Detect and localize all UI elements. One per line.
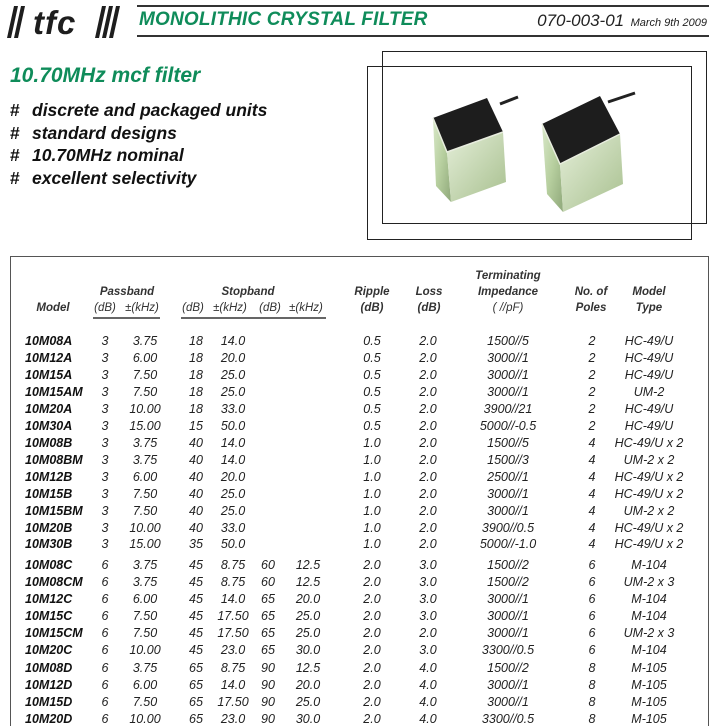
cell-passband-khz: 7.50 xyxy=(132,608,158,623)
feature-item xyxy=(10,122,267,145)
cell-loss: 2.0 xyxy=(419,625,437,640)
cell-model-type: M-104 xyxy=(631,642,667,657)
cell-poles: 2 xyxy=(588,418,596,433)
cell-stopband-db2: 90 xyxy=(261,677,275,692)
cell-passband-khz: 7.50 xyxy=(132,625,158,640)
cell-passband-khz: 7.50 xyxy=(132,503,158,518)
cell-ripple: 0.5 xyxy=(363,384,381,399)
cell-passband-db: 6 xyxy=(101,608,109,623)
cell-stopband-khz1: 23.0 xyxy=(220,711,246,726)
cell-ripple: 2.0 xyxy=(363,574,381,589)
cell-ripple: 0.5 xyxy=(363,334,381,348)
cell-impedance: 3900//0.5 xyxy=(481,520,535,535)
cell-poles: 6 xyxy=(588,558,596,572)
cell-passband-db: 3 xyxy=(101,469,109,484)
col-header-passband-khz: ±(kHz) xyxy=(125,302,159,314)
feature-text: excellent selectivity xyxy=(32,168,197,189)
cell-stopband-db1: 18 xyxy=(189,401,203,416)
cell-model-type: UM-2 x 3 xyxy=(623,625,675,640)
cell-loss: 2.0 xyxy=(419,334,437,348)
cell-loss: 2.0 xyxy=(419,503,437,518)
cell-impedance: 1500//2 xyxy=(487,661,529,675)
cell-model: 10M08CM xyxy=(25,574,83,589)
cell-impedance: 3000//1 xyxy=(487,503,529,518)
cell-stopband-db1: 15 xyxy=(189,418,203,433)
cell-poles: 4 xyxy=(588,436,596,450)
cell-loss: 2.0 xyxy=(419,350,437,365)
cell-model: 10M20B xyxy=(25,520,73,535)
cell-stopband-khz1: 8.75 xyxy=(220,558,246,572)
cell-stopband-khz1: 25.0 xyxy=(220,486,246,501)
cell-poles: 4 xyxy=(588,452,596,467)
cell-passband-db: 3 xyxy=(101,367,109,382)
cell-passband-db: 3 xyxy=(101,503,109,518)
cell-ripple: 2.0 xyxy=(363,591,381,606)
cell-ripple: 1.0 xyxy=(363,469,381,484)
cell-model-type: M-105 xyxy=(631,661,667,675)
cell-model-type: HC-49/U xyxy=(624,418,674,433)
cell-passband-khz: 15.00 xyxy=(129,418,161,433)
cell-poles: 4 xyxy=(588,469,596,484)
cell-stopband-db2: 65 xyxy=(261,608,275,623)
cell-model-type: HC-49/U xyxy=(624,401,674,416)
col-header-poles-1: No. of xyxy=(574,286,608,298)
cell-model: 10M15CM xyxy=(25,625,83,640)
col-header-loss-unit: (dB) xyxy=(417,302,441,314)
cell-stopband-db1: 45 xyxy=(189,642,203,657)
product-photo xyxy=(395,74,685,224)
cell-passband-db: 3 xyxy=(101,436,109,450)
cell-model-type: UM-2 x 3 xyxy=(623,574,675,589)
cell-poles: 2 xyxy=(588,334,596,348)
cell-model: 10M20A xyxy=(25,401,73,416)
cell-model-type: HC-49/U xyxy=(624,350,674,365)
cell-poles: 6 xyxy=(588,574,596,589)
cell-stopband-khz1: 14.0 xyxy=(220,677,246,692)
header-rule-top xyxy=(137,5,709,7)
cell-ripple: 0.5 xyxy=(363,350,381,365)
col-header-stopband: Stopband xyxy=(221,286,275,298)
doc-date: March 9th 2009 xyxy=(630,17,707,29)
cell-poles: 6 xyxy=(588,591,596,606)
cell-loss: 3.0 xyxy=(419,642,437,657)
cell-loss: 2.0 xyxy=(419,384,437,399)
cell-stopband-khz2: 12.5 xyxy=(295,661,321,675)
stopband-underline xyxy=(181,317,326,319)
cell-stopband-db1: 65 xyxy=(189,711,203,726)
cell-loss: 2.0 xyxy=(419,436,437,450)
cell-poles: 8 xyxy=(588,711,596,726)
cell-impedance: 1500//5 xyxy=(487,436,529,450)
header-rule-bottom xyxy=(137,35,709,37)
cell-passband-khz: 3.75 xyxy=(132,452,158,467)
feature-item xyxy=(10,167,267,190)
cell-model-type: M-105 xyxy=(631,711,667,726)
document-number xyxy=(537,11,707,31)
cell-loss: 4.0 xyxy=(419,677,437,692)
cell-stopband-db1: 65 xyxy=(189,677,203,692)
cell-stopband-khz2: 25.0 xyxy=(295,608,321,623)
cell-ripple: 2.0 xyxy=(363,625,381,640)
cell-stopband-db2: 90 xyxy=(261,694,275,709)
cell-passband-khz: 10.00 xyxy=(129,711,161,726)
cell-passband-khz: 3.75 xyxy=(132,334,158,348)
cell-passband-db: 6 xyxy=(101,711,109,726)
cell-stopband-db1: 18 xyxy=(189,334,203,348)
cell-stopband-khz2: 25.0 xyxy=(295,694,321,709)
cell-stopband-khz1: 25.0 xyxy=(220,503,246,518)
cell-stopband-khz2: 20.0 xyxy=(295,677,321,692)
col-header-ripple-unit: (dB) xyxy=(360,302,384,314)
cell-model-type: M-105 xyxy=(631,677,667,692)
cell-ripple: 0.5 xyxy=(363,418,381,433)
tfc-logo xyxy=(6,6,124,38)
cell-loss: 2.0 xyxy=(419,469,437,484)
cell-model-type: UM-2 x 2 xyxy=(623,452,675,467)
cell-stopband-db2: 65 xyxy=(261,625,275,640)
cell-model-type: HC-49/U x 2 xyxy=(614,537,684,552)
cell-ripple: 0.5 xyxy=(363,401,381,416)
cell-stopband-khz1: 50.0 xyxy=(220,418,246,433)
cell-stopband-db1: 65 xyxy=(189,694,203,709)
cell-model-type: HC-49/U x 2 xyxy=(614,469,684,484)
cell-passband-khz: 3.75 xyxy=(132,436,158,450)
cell-passband-khz: 6.00 xyxy=(132,591,158,606)
cell-stopband-db1: 40 xyxy=(189,469,203,484)
cell-passband-khz: 10.00 xyxy=(129,642,161,657)
cell-passband-khz: 7.50 xyxy=(132,694,158,709)
cell-stopband-db1: 35 xyxy=(189,537,203,552)
cell-stopband-khz1: 8.75 xyxy=(220,574,246,589)
spec-table xyxy=(10,256,709,726)
cell-ripple: 2.0 xyxy=(363,558,381,572)
cell-model: 10M12B xyxy=(25,469,73,484)
cell-stopband-db2: 90 xyxy=(261,661,275,675)
cell-stopband-db1: 65 xyxy=(189,661,203,675)
cell-passband-khz: 6.00 xyxy=(132,469,158,484)
col-header-passband: Passband xyxy=(99,286,155,298)
cell-passband-khz: 7.50 xyxy=(132,486,158,501)
cell-loss: 3.0 xyxy=(419,608,437,623)
cell-passband-db: 6 xyxy=(101,694,109,709)
cell-ripple: 2.0 xyxy=(363,711,381,726)
cell-poles: 8 xyxy=(588,677,596,692)
cell-model: 10M20D xyxy=(25,711,73,726)
cell-model-type: HC-49/U xyxy=(624,334,674,348)
cell-model-type: HC-49/U x 2 xyxy=(614,436,684,450)
cell-loss: 2.0 xyxy=(419,367,437,382)
cell-passband-db: 3 xyxy=(101,520,109,535)
cell-loss: 4.0 xyxy=(419,694,437,709)
col-header-stopband-khz2: ±(kHz) xyxy=(289,302,323,314)
cell-ripple: 2.0 xyxy=(363,661,381,675)
cell-model-type: UM-2 xyxy=(633,384,665,399)
cell-ripple: 1.0 xyxy=(363,537,381,552)
cell-stopband-db2: 90 xyxy=(261,711,275,726)
cell-model: 10M12D xyxy=(25,677,73,692)
cell-loss: 3.0 xyxy=(419,558,437,572)
feature-text: standard designs xyxy=(32,122,177,143)
cell-ripple: 2.0 xyxy=(363,642,381,657)
feature-item xyxy=(10,99,267,122)
cell-stopband-db2: 60 xyxy=(261,558,275,572)
cell-passband-khz: 7.50 xyxy=(132,384,158,399)
cell-ripple: 2.0 xyxy=(363,694,381,709)
cell-model: 10M15D xyxy=(25,694,73,709)
col-header-stopband-khz1: ±(kHz) xyxy=(213,302,247,314)
cell-poles: 2 xyxy=(588,401,596,416)
cell-loss: 3.0 xyxy=(419,574,437,589)
cell-poles: 6 xyxy=(588,625,596,640)
col-header-ripple: Ripple xyxy=(354,286,390,298)
cell-model: 10M12C xyxy=(25,591,73,606)
passband-underline xyxy=(93,317,160,319)
cell-stopband-db1: 45 xyxy=(189,591,203,606)
cell-stopband-khz2: 25.0 xyxy=(295,625,321,640)
cell-model: 10M15BM xyxy=(25,503,83,518)
feature-text: 10.70MHz nominal xyxy=(32,145,184,166)
cell-stopband-khz1: 50.0 xyxy=(220,537,246,552)
cell-passband-db: 6 xyxy=(101,661,109,675)
cell-stopband-db1: 45 xyxy=(189,574,203,589)
document-title: MONOLITHIC CRYSTAL FILTER xyxy=(139,9,428,30)
cell-stopband-db1: 45 xyxy=(189,558,203,572)
cell-model: 10M15B xyxy=(25,486,73,501)
col-header-stopband-db2: (dB) xyxy=(259,302,281,314)
cell-impedance: 2500//1 xyxy=(487,469,529,484)
cell-model: 10M15A xyxy=(25,367,73,382)
cell-model: 10M15C xyxy=(25,608,73,623)
cell-loss: 2.0 xyxy=(419,418,437,433)
cell-model-type: UM-2 x 2 xyxy=(623,503,675,518)
cell-ripple: 1.0 xyxy=(363,452,381,467)
cell-model: 10M08B xyxy=(25,436,73,450)
cell-impedance: 3000//1 xyxy=(487,591,529,606)
cell-ripple: 1.0 xyxy=(363,520,381,535)
cell-stopband-khz1: 17.50 xyxy=(217,625,249,640)
col-header-model: Model xyxy=(36,302,70,314)
cell-impedance: 5000//-0.5 xyxy=(479,418,537,433)
cell-poles: 2 xyxy=(588,384,596,399)
cell-model-type: M-104 xyxy=(631,591,667,606)
cell-impedance: 3000//1 xyxy=(487,677,529,692)
cell-loss: 4.0 xyxy=(419,661,437,675)
cell-loss: 2.0 xyxy=(419,401,437,416)
cell-model: 10M15AM xyxy=(25,384,83,399)
col-header-loss: Loss xyxy=(415,286,443,298)
cell-stopband-db1: 45 xyxy=(189,608,203,623)
cell-impedance: 3000//1 xyxy=(487,367,529,382)
cell-stopband-khz1: 17.50 xyxy=(217,608,249,623)
cell-passband-khz: 10.00 xyxy=(129,520,161,535)
cell-stopband-db1: 45 xyxy=(189,625,203,640)
cell-stopband-db1: 18 xyxy=(189,350,203,365)
bullet-hash: # xyxy=(10,122,20,143)
cell-stopband-db1: 40 xyxy=(189,452,203,467)
cell-impedance: 1500//2 xyxy=(487,558,529,572)
col-header-impedance-3: ( //pF) xyxy=(492,302,524,314)
cell-model-type: HC-49/U xyxy=(624,367,674,382)
cell-poles: 8 xyxy=(588,661,596,675)
svg-text:tfc: tfc xyxy=(33,6,77,38)
cell-loss: 2.0 xyxy=(419,520,437,535)
cell-stopband-db1: 40 xyxy=(189,503,203,518)
feature-list xyxy=(10,99,267,190)
cell-impedance: 1500//2 xyxy=(487,574,529,589)
cell-stopband-khz1: 17.50 xyxy=(217,694,249,709)
cell-stopband-khz1: 25.0 xyxy=(220,384,246,399)
cell-model: 10M12A xyxy=(25,350,73,365)
cell-passband-khz: 7.50 xyxy=(132,367,158,382)
cell-stopband-khz1: 8.75 xyxy=(220,661,246,675)
cell-impedance: 3300//0.5 xyxy=(481,711,535,726)
cell-stopband-khz1: 25.0 xyxy=(220,367,246,382)
cell-stopband-khz2: 12.5 xyxy=(295,558,321,572)
cell-loss: 2.0 xyxy=(419,486,437,501)
cell-loss: 2.0 xyxy=(419,537,437,552)
cell-impedance: 3000//1 xyxy=(487,350,529,365)
cell-poles: 4 xyxy=(588,503,596,518)
cell-passband-khz: 3.75 xyxy=(132,661,158,675)
cell-stopband-khz1: 14.0 xyxy=(220,334,246,348)
col-header-stopband-db1: (dB) xyxy=(182,302,204,314)
col-header-poles-2: Poles xyxy=(575,302,607,314)
cell-passband-khz: 15.00 xyxy=(129,537,161,552)
cell-ripple: 1.0 xyxy=(363,486,381,501)
cell-stopband-khz1: 14.0 xyxy=(220,436,246,450)
cell-stopband-db1: 18 xyxy=(189,367,203,382)
col-header-type-1: Model xyxy=(632,286,666,298)
cell-model: 10M08C xyxy=(25,558,73,572)
cell-model: 10M08A xyxy=(25,334,73,348)
cell-stopband-db1: 40 xyxy=(189,436,203,450)
cell-model-type: HC-49/U x 2 xyxy=(614,520,684,535)
bullet-hash: # xyxy=(10,168,20,189)
cell-impedance: 3000//1 xyxy=(487,694,529,709)
cell-impedance: 3900//21 xyxy=(483,401,533,416)
cell-passband-db: 6 xyxy=(101,574,109,589)
feature-item xyxy=(10,144,267,167)
cell-model-type: HC-49/U x 2 xyxy=(614,486,684,501)
cell-impedance: 1500//3 xyxy=(487,452,529,467)
cell-passband-db: 6 xyxy=(101,677,109,692)
cell-stopband-khz1: 23.0 xyxy=(220,642,246,657)
cell-ripple: 2.0 xyxy=(363,608,381,623)
cell-impedance: 3000//1 xyxy=(487,486,529,501)
cell-passband-db: 6 xyxy=(101,591,109,606)
cell-model-type: M-105 xyxy=(631,694,667,709)
cell-model: 10M30B xyxy=(25,537,73,552)
cell-stopband-khz1: 33.0 xyxy=(220,401,246,416)
cell-stopband-khz2: 20.0 xyxy=(295,591,321,606)
cell-passband-db: 6 xyxy=(101,642,109,657)
cell-passband-db: 3 xyxy=(101,452,109,467)
cell-impedance: 3000//1 xyxy=(487,384,529,399)
cell-stopband-db1: 40 xyxy=(189,520,203,535)
cell-ripple: 1.0 xyxy=(363,503,381,518)
cell-impedance: 3000//1 xyxy=(487,608,529,623)
bullet-hash: # xyxy=(10,145,20,166)
feature-text: discrete and packaged units xyxy=(32,100,268,120)
bullet-hash: # xyxy=(10,100,20,120)
cell-passband-db: 3 xyxy=(101,384,109,399)
cell-stopband-khz1: 14.0 xyxy=(220,591,246,606)
cell-loss: 2.0 xyxy=(419,452,437,467)
cell-passband-db: 6 xyxy=(101,625,109,640)
cell-poles: 8 xyxy=(588,694,596,709)
cell-model: 10M20C xyxy=(25,642,73,657)
cell-stopband-db1: 40 xyxy=(189,486,203,501)
cell-poles: 2 xyxy=(588,367,596,382)
product-subtitle: 10.70MHz mcf filter xyxy=(10,64,201,87)
cell-passband-khz: 10.00 xyxy=(129,401,161,416)
cell-poles: 4 xyxy=(588,486,596,501)
cell-loss: 4.0 xyxy=(419,711,437,726)
cell-impedance: 3000//1 xyxy=(487,625,529,640)
col-header-impedance-1: Terminating xyxy=(475,270,541,282)
doc-number: 070-003-01 xyxy=(537,11,625,30)
col-header-type-2: Type xyxy=(635,302,663,314)
cell-stopband-khz2: 30.0 xyxy=(295,711,321,726)
cell-passband-khz: 6.00 xyxy=(132,350,158,365)
cell-ripple: 0.5 xyxy=(363,367,381,382)
col-header-passband-db: (dB) xyxy=(94,302,116,314)
cell-impedance: 5000//-1.0 xyxy=(479,537,537,552)
filter-can-left xyxy=(433,97,518,202)
cell-stopband-db2: 65 xyxy=(261,642,275,657)
cell-poles: 2 xyxy=(588,350,596,365)
cell-model: 10M08D xyxy=(25,661,73,675)
filter-can-right xyxy=(542,93,635,212)
cell-passband-khz: 3.75 xyxy=(132,558,158,572)
cell-stopband-khz1: 14.0 xyxy=(220,452,246,467)
cell-passband-db: 3 xyxy=(101,334,109,348)
cell-model: 10M08BM xyxy=(25,452,83,467)
col-header-impedance-2: Impedance xyxy=(477,286,539,298)
cell-poles: 4 xyxy=(588,537,596,552)
cell-poles: 4 xyxy=(588,520,596,535)
cell-passband-db: 3 xyxy=(101,401,109,416)
cell-stopband-khz1: 20.0 xyxy=(220,350,246,365)
cell-poles: 6 xyxy=(588,608,596,623)
cell-loss: 3.0 xyxy=(419,591,437,606)
cell-passband-db: 3 xyxy=(101,486,109,501)
cell-passband-db: 6 xyxy=(101,558,109,572)
cell-model-type: M-104 xyxy=(631,558,667,572)
cell-passband-db: 3 xyxy=(101,350,109,365)
cell-stopband-db1: 18 xyxy=(189,384,203,399)
cell-stopband-khz2: 30.0 xyxy=(295,642,321,657)
cell-passband-db: 3 xyxy=(101,418,109,433)
cell-impedance: 3300//0.5 xyxy=(481,642,535,657)
cell-stopband-khz1: 33.0 xyxy=(220,520,246,535)
cell-passband-khz: 3.75 xyxy=(132,574,158,589)
cell-model: 10M30A xyxy=(25,418,73,433)
cell-stopband-db2: 65 xyxy=(261,591,275,606)
cell-stopband-khz1: 20.0 xyxy=(220,469,246,484)
cell-stopband-db2: 60 xyxy=(261,574,275,589)
cell-ripple: 1.0 xyxy=(363,436,381,450)
cell-poles: 6 xyxy=(588,642,596,657)
cell-passband-db: 3 xyxy=(101,537,109,552)
cell-model-type: M-104 xyxy=(631,608,667,623)
cell-passband-khz: 6.00 xyxy=(132,677,158,692)
cell-stopband-khz2: 12.5 xyxy=(295,574,321,589)
cell-impedance: 1500//5 xyxy=(487,334,529,348)
cell-ripple: 2.0 xyxy=(363,677,381,692)
